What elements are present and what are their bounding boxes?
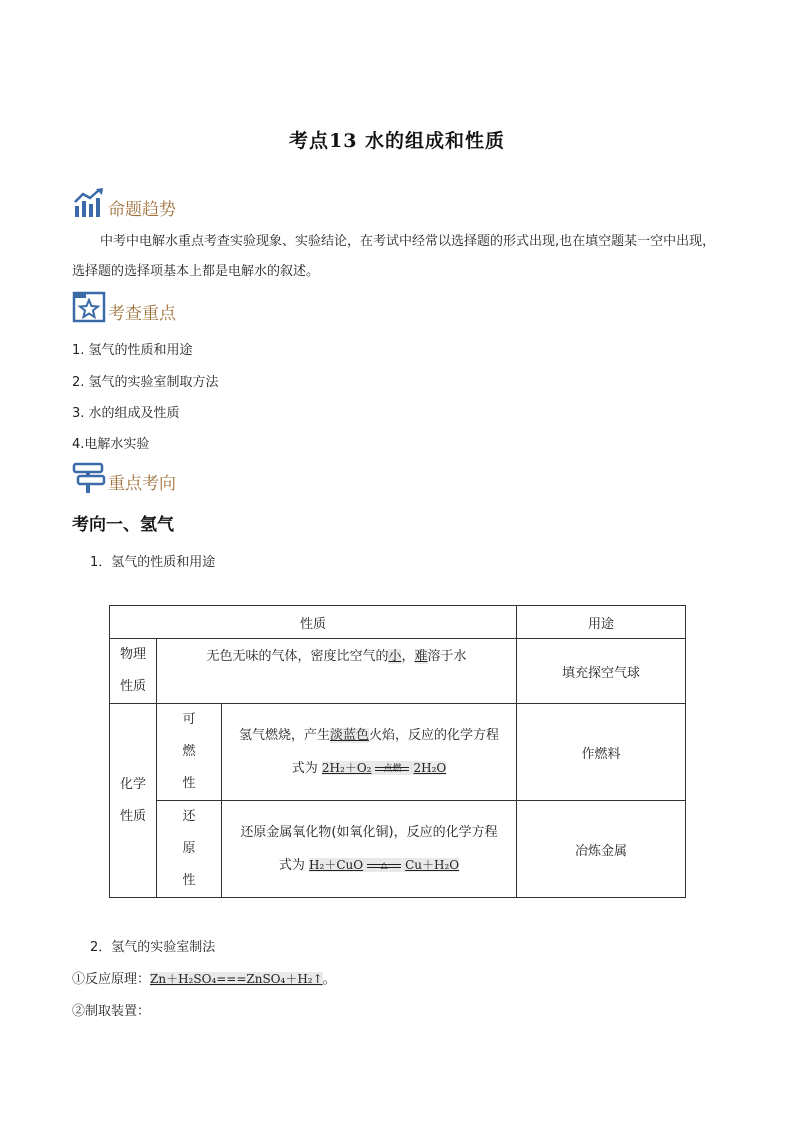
hydrogen-properties-table (109, 605, 686, 898)
reducing-property-text: 还原金属氧化物(如氧化铜)，反应的化学方程 式为 H₂＋CuO △ Cu＋H₂O (222, 801, 517, 898)
header-use: 用途 (517, 606, 686, 639)
table-row-reducing (110, 801, 686, 898)
bar-chart-icon (72, 186, 106, 220)
focus-item: 3. 水的组成及性质 (72, 406, 180, 421)
section-direction (72, 458, 176, 494)
use-combustible: 作燃料 (517, 704, 686, 801)
table-header-row (110, 606, 686, 639)
section-trend-label: 命题趋势 (108, 200, 176, 220)
reduction-equation: H₂＋CuO △ Cu＋H₂O (309, 857, 460, 872)
section-focus (72, 288, 176, 324)
combustible-property-text: 氢气燃烧，产生淡蓝色火焰，反应的化学方程 式为 2H₂＋O₂ 点燃 2H₂O (222, 704, 517, 801)
direction-heading: 考向一、氢气 (72, 515, 174, 535)
table-row-combustible (110, 704, 686, 801)
trend-paragraph (72, 227, 722, 287)
use-physical: 填充探空气球 (517, 639, 686, 704)
category-chemical: 化学 性质 (110, 704, 157, 898)
section-direction-label: 重点考向 (108, 474, 176, 494)
section-trend (72, 184, 176, 220)
category-physical: 物理 性质 (110, 639, 157, 704)
star-folder-icon (72, 290, 106, 324)
use-reducing: 冶炼金属 (517, 801, 686, 898)
focus-item: 4.电解水实验 (72, 437, 150, 452)
subcategory-combustible: 可 燃 性 (157, 704, 222, 801)
page-title: 考点13 水的组成和性质 (288, 130, 506, 152)
signpost-icon (72, 460, 106, 494)
section-focus-label: 考查重点 (108, 304, 176, 324)
apparatus-label: ②制取装置： (72, 1004, 151, 1019)
zinc-reaction-equation: Zn＋H₂SO₄===ZnSO₄＋H₂↑ (150, 972, 323, 986)
subcategory-reducing: 还 原 性 (157, 801, 222, 898)
subheading-properties: 1．氢气的性质和用途 (90, 555, 216, 570)
focus-item: 2. 氢气的实验室制取方法 (72, 375, 219, 390)
header-property: 性质 (110, 606, 517, 639)
physical-property-text: 无色无味的气体，密度比空气的小，难溶于水 (157, 639, 517, 704)
trend-text: 中考中电解水重点考查实验现象、实验结论，在考试中经常以选择题的形式出现,也在填空题某一空中出现，选择题的选择项基本上都是电解水的叙述。 (72, 234, 716, 279)
reaction-principle: ①反应原理：Zn＋H₂SO₄===ZnSO₄＋H₂↑。 (72, 972, 336, 987)
table-row-physical (110, 639, 686, 704)
focus-item: 1. 氢气的性质和用途 (72, 343, 193, 358)
subheading-lab-preparation: 2．氢气的实验室制法 (90, 940, 216, 955)
combustion-equation: 2H₂＋O₂ 点燃 2H₂O (321, 760, 447, 775)
